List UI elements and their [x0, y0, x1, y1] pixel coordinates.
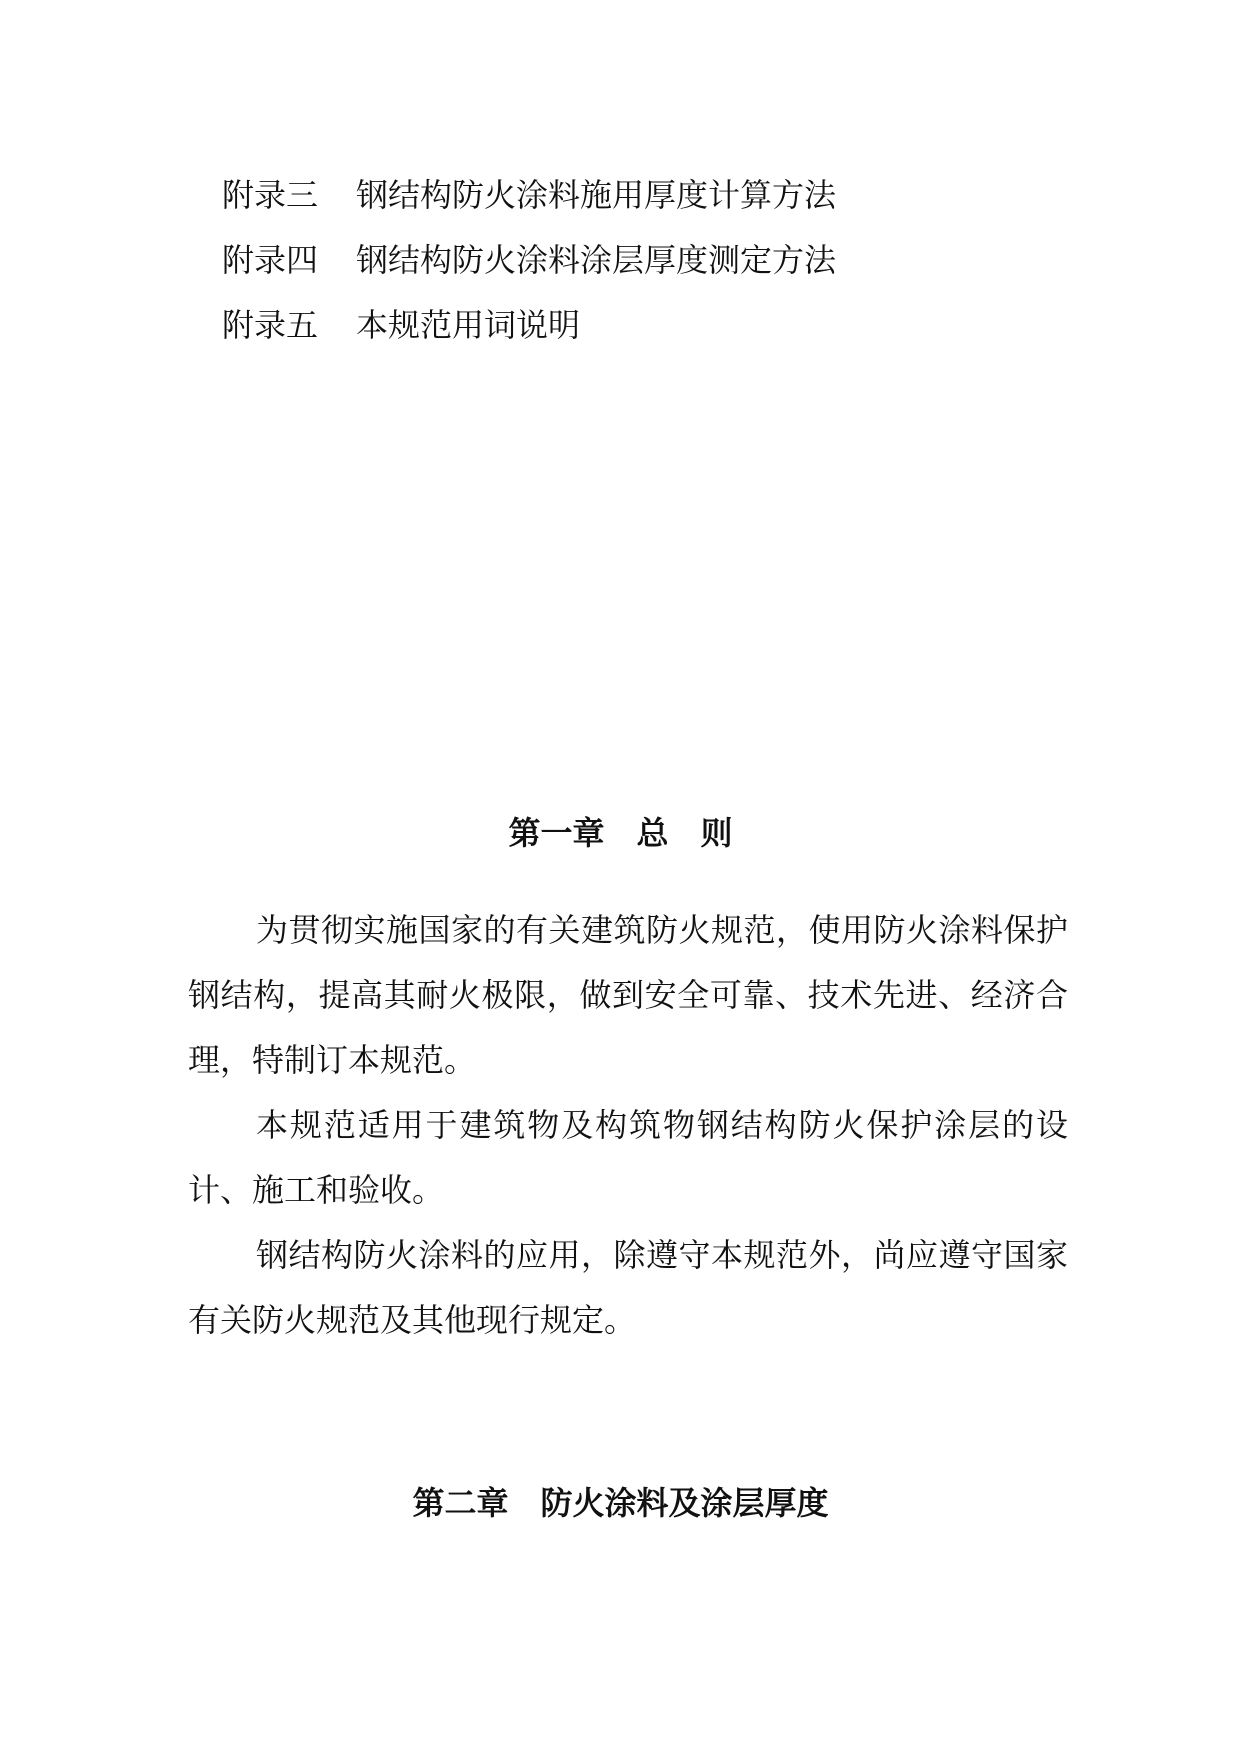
appendix-item-4: [222, 225, 1122, 290]
appendix-label: 附录五: [222, 305, 319, 344]
paragraph: 为贯彻实施国家的有关建筑防火规范，使用防火涂料保护钢结构，提高其耐火极限，做到安全可靠、技术先进、经济合理，特制订本规范。: [188, 911, 1068, 1079]
appendix-list: [222, 160, 1122, 355]
paragraph: 本规范适用于建筑物及构筑物钢结构防火保护涂层的设计、施工和验收。: [188, 1106, 1068, 1209]
appendix-label: 附录四: [222, 240, 319, 279]
appendix-item-5: [222, 290, 1122, 355]
chapter-1-heading: 第一章 总 则: [508, 814, 733, 852]
appendix-label: 附录三: [222, 175, 319, 214]
paragraph: 钢结构防火涂料的应用，除遵守本规范外，尚应遵守国家有关防火规范及其他现行规定。: [188, 1236, 1068, 1339]
appendix-title: 本规范用词说明: [356, 305, 581, 344]
appendix-item-3: [222, 160, 1122, 225]
chapter-2-heading: 第二章 防火涂料及涂层厚度: [412, 1484, 829, 1522]
chapter-1-body: [188, 898, 1068, 1353]
appendix-title: 钢结构防火涂料施用厚度计算方法: [356, 175, 837, 214]
appendix-title: 钢结构防火涂料涂层厚度测定方法: [356, 240, 837, 279]
